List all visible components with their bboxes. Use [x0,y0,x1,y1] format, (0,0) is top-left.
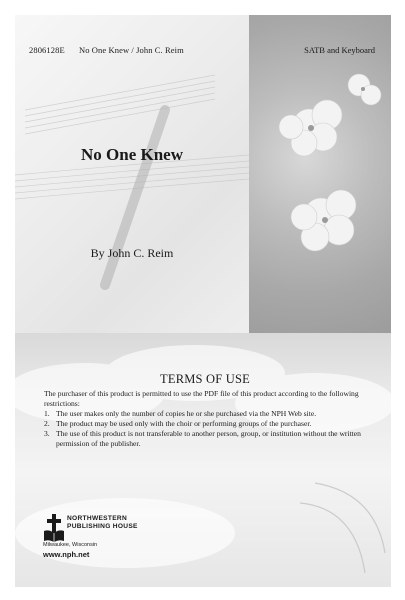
sheet-music-photo [15,15,249,333]
terms-of-use [44,372,366,449]
terms-heading: TERMS OF USE [160,372,250,386]
header-left [29,45,196,55]
terms-list [44,409,366,448]
list-text: The use of this product is not transferable to another person, group, or institution without the written permission of the publisher. [56,428,361,448]
list-number: 2. [44,419,50,429]
list-number: 1. [44,409,50,419]
flower-photo [249,15,391,333]
list-item [44,429,366,449]
title-author: No One Knew / John C. Reim [78,45,184,55]
list-item [44,419,366,429]
byline: By John C. Reim [90,246,174,260]
publisher-city: Milwaukee, Wisconsin [43,542,98,548]
list-number: 3. [44,428,50,438]
publisher-url[interactable]: www.nph.net [43,550,90,559]
terms-intro: The purchaser of this product is permitted to use the PDF file of this product according to the following restrictions: [44,388,359,408]
catalog-number: 2806128E [29,45,65,55]
publisher-name-line1: NORTHWESTERN [67,515,128,522]
publisher-name [67,515,138,530]
cross-book-icon [43,514,65,542]
list-item [44,409,366,419]
page-title: No One Knew [81,145,183,164]
list-text: The user makes only the number of copies he or she purchased via the NPH Web site. [56,409,317,419]
list-text: The product may be used only with the choir or performing groups of the purchaser. [56,419,312,429]
cover-page [15,15,391,587]
voicing: SATB and Keyboard [304,45,375,55]
publisher-name-line2: PUBLISHING HOUSE [67,522,138,530]
publisher-logo [43,512,203,562]
